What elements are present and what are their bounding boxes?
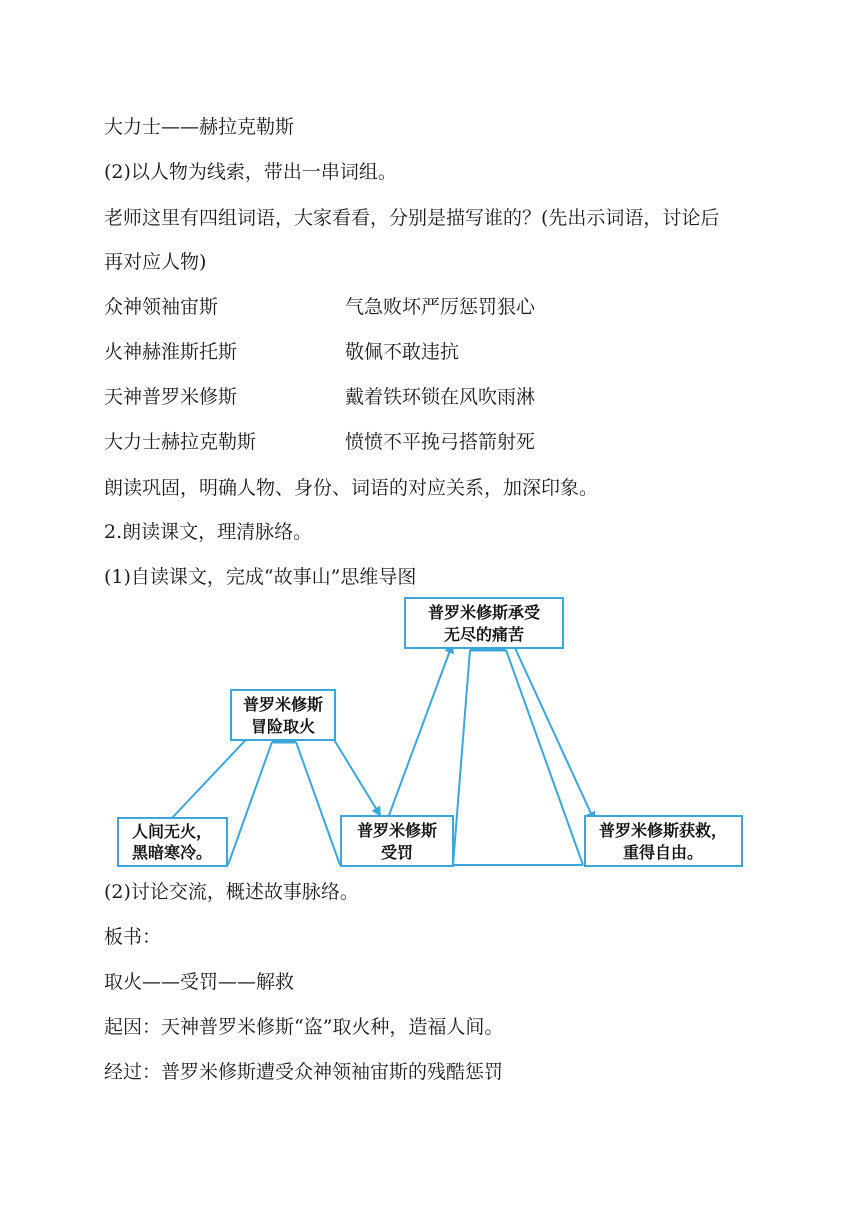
story-box-take-fire-line1: 普罗米修斯 — [242, 695, 324, 714]
text-line-1: 大力士——赫拉克勒斯 — [104, 116, 295, 138]
text-line-10: 2.朗读课文，理清脉络。 — [104, 521, 313, 543]
story-box-start-line2: 黑暗寒冷。 — [131, 843, 213, 862]
pair-person-2: 火神赫淮斯托斯 — [104, 341, 238, 363]
text-line-14: 取火——受罚——解救 — [104, 971, 295, 993]
story-box-suffering — [405, 598, 563, 648]
pair-words-4: 愤愤不平挽弓搭箭射死 — [345, 431, 536, 453]
text-line-11: (1)自读课文，完成“故事山”思维导图 — [104, 566, 417, 588]
pair-words-1: 气急败坏严厉惩罚狠心 — [345, 296, 536, 318]
story-box-punished-line2: 受罚 — [380, 843, 414, 862]
text-line-2: (2)以人物为线索，带出一串词组。 — [104, 161, 397, 183]
story-box-suffering-line2: 无尽的痛苦 — [443, 625, 525, 644]
pair-words-3: 戴着铁环锁在风吹雨淋 — [345, 386, 536, 408]
story-box-rescued-line1: 普罗米修斯获救， — [598, 821, 728, 840]
story-box-rescued-line2: 重得自由。 — [622, 843, 704, 862]
story-box-punished — [341, 816, 453, 866]
text-line-13: 板书： — [104, 926, 162, 948]
story-box-take-fire — [231, 690, 335, 740]
pair-person-3: 天神普罗米修斯 — [104, 386, 238, 408]
story-box-take-fire-line2: 冒险取火 — [250, 717, 316, 736]
text-line-16: 经过：普罗米修斯遭受众神领袖宙斯的残酷惩罚 — [104, 1061, 504, 1083]
story-box-start — [118, 818, 227, 866]
story-box-suffering-line1: 普罗米修斯承受 — [427, 603, 541, 622]
pair-person-4: 大力士赫拉克勒斯 — [104, 431, 257, 453]
text-line-9: 朗读巩固，明确人物、身份、词语的对应关系，加深印象。 — [104, 477, 599, 499]
story-box-rescued — [585, 816, 742, 866]
text-line-3: 老师这里有四组词语，大家看看，分别是描写谁的？(先出示词语，讨论后 — [104, 207, 720, 229]
text-line-12: (2)讨论交流，概述故事脉络。 — [104, 881, 359, 903]
pair-words-2: 敬佩不敢违抗 — [345, 341, 460, 363]
pair-person-1: 众神领袖宙斯 — [104, 296, 219, 318]
text-line-4: 再对应人物) — [104, 251, 207, 273]
story-box-punished-line1: 普罗米修斯 — [356, 821, 438, 840]
story-box-start-line1: 人间无火， — [131, 822, 213, 841]
text-line-15: 起因：天神普罗米修斯“盗”取火种，造福人间。 — [104, 1016, 504, 1038]
